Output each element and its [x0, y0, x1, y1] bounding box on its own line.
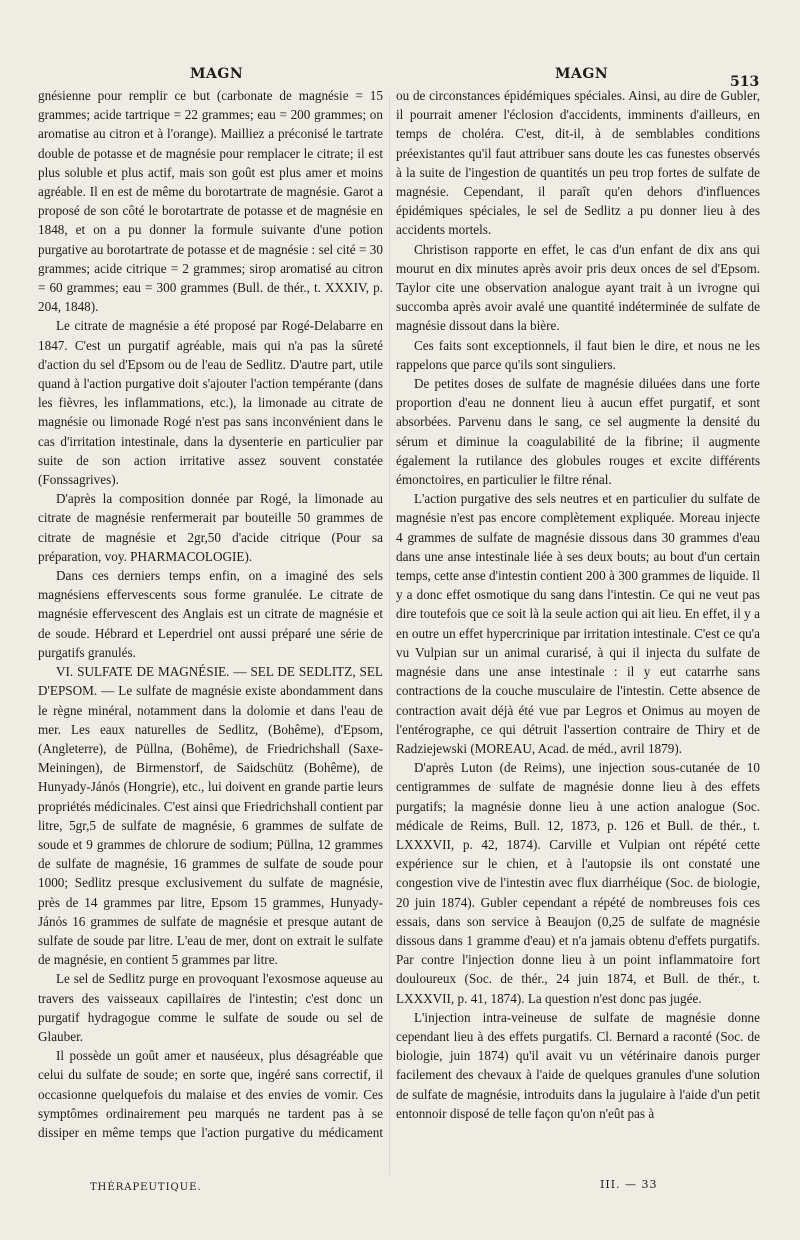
footer-left: THÉRAPEUTIQUE.: [90, 1182, 202, 1193]
left-column: [38, 86, 383, 1140]
paragraph: Le citrate de magnésie a été proposé par Rogé-Delabarre en 1847. C'est un purgatif agréable, mais qui n'a pas la sûreté d'action du sel d'Epsom ou de l'eau de Sedlitz. D'autre part, utile quand à l'action purgative doit s'ajouter l'action tempérante (dans les fièvres, les inflammations, etc.), la limonade au citrate de magnésie ou limonade Rogé n'est pas sans inconvénient dans le cas d'irritation intestinale, dans la dysenterie en particulier par suite de son action irritative assez souvent constatée (Fonssagrives).: [38, 318, 383, 488]
paragraph: Ces faits sont exceptionnels, il faut bien le dire, et nous ne les rappelons que parce qu'ils sont singuliers.: [396, 337, 760, 372]
paragraph: Christison rapporte en effet, le cas d'un enfant de dix ans qui mourut en dix minutes après avoir pris deux onces de sel d'Epsom. Taylor cite une observation analogue ayant trait à un ivrogne qui succomba après avoir avalé une quantité indéterminée de sulfate de magnésie dissout dans la bière.: [396, 241, 760, 334]
paragraph: Il possède un goût amer et nauséeux, plus désagréable que celui du sulfate de soude; en sorte que, ingéré sans correctif, il occasionne quelquefois du malaise et des envies de vomir. Ces symptômes ordinairement peu marqués ne tardent pas à se dissiper en même temps que l'action purgative du médicament: [38, 1048, 383, 1140]
right-column: [396, 86, 760, 1140]
page-number: 513: [730, 74, 760, 90]
paragraph: Dans ces derniers temps enfin, on a imaginé des sels magnésiens effervescents sous forme granulée. Le citrate de magnésie effervescent des Anglais est un citrate de magnésie et de soude. Hébrard et Leperdriel ont aussi préparé une série de purgatifs granulés.: [38, 568, 383, 660]
column-gutter: [389, 95, 390, 1175]
paragraph: ou de circonstances épidémiques spéciales. Ainsi, au dire de Gubler, il pourrait amener l'éclosion d'accidents, imminents d'ailleurs, en temps de choléra. C'est, dit-il, à de semblables conditions préexistantes qu'il faut attribuer sans doute les cas funestes observés à la suite de l'ingestion de quantités un peu trop fortes de sulfate de magnésie. Cependant, il paraît qu'en dehors d'influences épidémiques spéciales, le sel de Sedlitz a pu donner lieu à des accidents mortels.: [396, 88, 760, 238]
paragraph: L'action purgative des sels neutres et en particulier du sulfate de magnésie n'est pas encore complètement expliquée. Moreau injecte 4 grammes de sulfate de magnésie dissous dans 30 grammes d'eau dans une anse intestinale liée à ses deux bouts; au bout d'un certain temps, cette anse d'intestin contient 200 à 300 grammes de liquide. Il y a donc effet osmotique du sang dans l'intestin. Ce qui ne veut pas dire toutefois que ce soit là la seule action qui ait lieu. En effet, il y a en outre un effet hypercrinique par irritation intestinale. C'est ce qu'a vu Vulpian sur un animal curarisé, à qui il injecta du sulfate de magnésie dans une anse intestinale : il y eut catarrhe sans contractions de la couche musculaire de l'intestin. Cette absence de contraction avait déjà été vue par Legros et Onimus au moyen de l'entérographe, ce qui détruit l'assertion contraire de Thiry et de Radziejewski (MOREAU, Acad. de méd., avril 1879).: [396, 491, 760, 756]
paragraph: De petites doses de sulfate de magnésie diluées dans une forte proportion d'eau ne donnent lieu à aucun effet purgatif, et sont absorbées. Parvenu dans le sang, ce sel augmente la densité du sérum et diminue la coagulabilité de la fibrine; il augmente également la rutilance des globules rouges et excite différents émonctoires, en particulier le filtre rénal.: [396, 376, 760, 488]
paragraph: L'injection intra-veineuse de sulfate de magnésie donne cependant lieu à des effets purgatifs. Cl. Bernard a raconté (Soc. de biologie, juin 1874) qu'il avait vu un vétérinaire danois purger facilement des chevaux à l'aide de quelques granules d'une solution de sulfate de magnésie, introduits dans la jugulaire à l'aide d'un petit entonnoir disposé de telle façon qu'on n'eût pas à: [396, 1009, 760, 1121]
running-header-right: MAGN: [555, 66, 609, 82]
running-header-left: MAGN: [190, 66, 244, 82]
paragraph: D'après Luton (de Reims), une injection sous-cutanée de 10 centigrammes de sulfate de magnésie donne lieu à des effets purgatifs; la magnésie donne lieu à une action analogue (Soc. médicale de Reims, Bull. 12, 1873, p. 126 et Bull. de thér., t. LXXXVII, p. 42, 1874). Carville et Vulpian ont répété cette expérience sur le chien, et à l'autopsie ils ont constaté une congestion vive de l'intestin avec flux diarrhéique (Soc. de biologie, 20 juin 1874). Gubler cependant a répété de nombreuses fois ces essais, dans son service à Beaujon (0,25 de sulfate de magnésie dissous dans 1 gramme d'eau) et n'a jamais obtenu d'effets purgatifs. Par contre l'injection donne lieu à un point inflammatoire fort douloureux (Soc. de thér., 24 juin 1874, et Bull. de thér., t. LXXXVII, p. 41, 1874). La question n'est donc pas jugée.: [396, 760, 760, 1006]
footer-right: III. — 33: [600, 1178, 658, 1191]
paragraph: gnésienne pour remplir ce but (carbonate de magnésie = 15 grammes; acide tartrique = 22 grammes; eau = 200 grammes; on aromatise au citron et à l'orange). Mailliez a préconisé le tartrate double de potasse et de magnésie pour remplacer le citrate; il est plus soluble et plus actif, mais son goût est plus amer et moins agréable. Il en est de même du borotartrate de magnésie. Garot a proposé de son côté le borotartrate de potasse et de magnésie en 1848, et on a pu donner la formule suivante d'une potion purgative au borotartrate de potasse et de magnésie : sel cité = 30 grammes; acide citrique = 2 grammes; sirop aromatisé au citron = 60 grammes; eau = 300 grammes (Bull. de thér., t. XXXIV, p. 204, 1848).: [38, 88, 383, 315]
paragraph: D'après la composition donnée par Rogé, la limonade au citrate de magnésie renfermerait par bouteille 50 grammes de citrate de magnésie et 2gr,50 d'acide citrique (Pour sa préparation, voy. PHARMACOLOGIE).: [38, 491, 383, 564]
paragraph: VI. SULFATE DE MAGNÉSIE. — SEL DE SEDLITZ, SEL D'EPSOM. — Le sulfate de magnésie existe abondamment dans le règne minéral, notamment dans la dolomie et dans l'eau de mer. Les eaux naturelles de Sedlitz, (Bohême), d'Epsom, (Angleterre), de Püllna, (Bohême), de Friedrichshall (Saxe-Meiningen), de Birmenstorf, de Saidschütz (Bohême), de Hunyady-Jánόs (Hongrie), etc., lui doivent en grande partie leurs propriétés médicinales. C'est ainsi que Friedrichshall contient par litre, 5gr,5 de sulfate de magnésie, 6 grammes de sulfate de soude et 9 grammes de chlorure de sodium; Püllna, 12 grammes de sulfate de magnésie, 16 grammes de sulfate de soude pour 1000; Sedlitz presque exclusivement du sulfate de magnésie, près de 14 grammes par litre, Epsom 15 grammes, Hunyady-Jánόs 16 grammes de sulfate de magnésie et presque autant de sulfate de soude par litre. L'eau de mer, dont on extrait le sulfate de magnésie, en contient 5 grammes par litre.: [38, 664, 383, 968]
paragraph: Le sel de Sedlitz purge en provoquant l'exosmose aqueuse au travers des vaisseaux capillaires de l'intestin; c'est donc un purgatif hydragogue comme le sulfate de soude ou sel de Glauber.: [38, 971, 383, 1044]
